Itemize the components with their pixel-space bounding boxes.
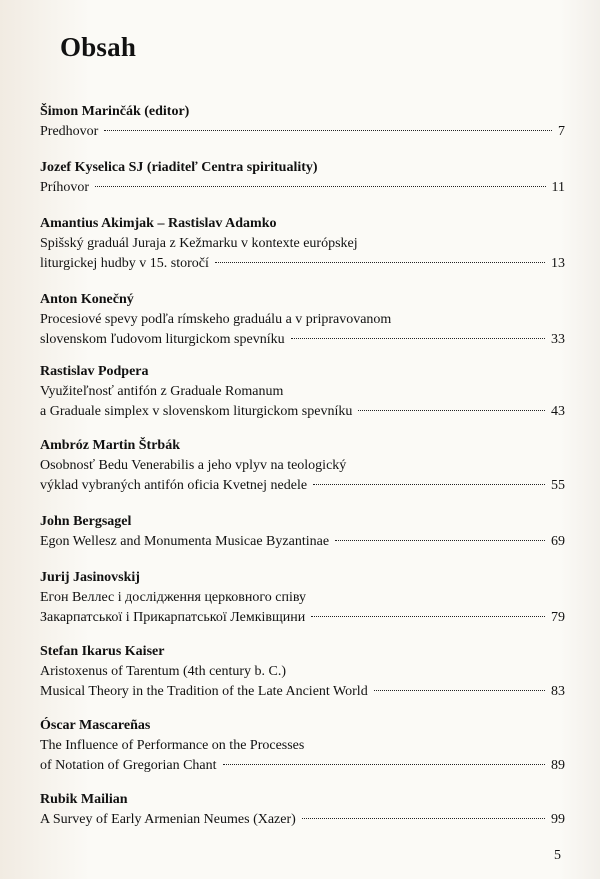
toc-author: John Bergsagel (40, 514, 132, 529)
toc-title: liturgickej hudby v 15. storočí (40, 256, 209, 271)
toc-title-line (40, 810, 565, 830)
toc-page-number: 7 (558, 124, 565, 139)
toc-title: slovenskom ľudovom liturgickom spevníku (40, 332, 285, 347)
toc-title: Predhovor (40, 124, 99, 139)
toc-author: Rastislav Podpera (40, 364, 149, 379)
dot-leader (313, 483, 545, 485)
toc-title: Spišský graduál Juraja z Kežmarku v kontexte európskej (40, 236, 358, 251)
page-number: 5 (554, 848, 561, 863)
toc-entry[interactable] (40, 436, 565, 496)
dot-leader (358, 409, 545, 411)
toc-title: Musical Theory in the Tradition of the Late Ancient World (40, 684, 368, 699)
toc-author: Anton Konečný (40, 292, 134, 307)
toc-page-number: 43 (551, 404, 565, 419)
toc-page-number: 13 (551, 256, 565, 271)
page-title: Obsah (60, 32, 137, 62)
toc-author: Rubik Mailian (40, 792, 128, 807)
toc-title: Егон Веллес і дослідження церковного співу (40, 590, 306, 605)
toc-title: Osobnosť Bedu Venerabilis a jeho vplyv na teologický (40, 458, 347, 473)
dot-leader (374, 689, 545, 691)
toc-entry[interactable] (40, 716, 565, 776)
toc-entry[interactable] (40, 512, 565, 552)
toc-title-line (40, 122, 565, 142)
toc-author: Ambróz Martin Štrbák (40, 438, 180, 453)
toc-page-number: 89 (551, 758, 565, 773)
dot-leader (223, 763, 545, 765)
toc-page-number: 69 (551, 534, 565, 549)
toc-title-line (40, 532, 565, 552)
toc-entry[interactable] (40, 568, 565, 628)
toc-title-line (40, 330, 565, 350)
toc-title-line (40, 178, 565, 198)
dot-leader (104, 129, 552, 131)
toc-title: Procesiové spevy podľa rímskeho graduálu a v pripravovanom (40, 312, 392, 327)
toc-entry[interactable] (40, 102, 565, 142)
toc-page-number: 99 (551, 812, 565, 827)
toc-author: Stefan Ikarus Kaiser (40, 644, 165, 659)
toc-title: The Influence of Performance on the Processes (40, 738, 305, 753)
toc-title-line (40, 402, 565, 422)
toc-entry[interactable] (40, 642, 565, 702)
toc-title: Aristoxenus of Tarentum (4th century b. C.) (40, 664, 287, 679)
toc-entry[interactable] (40, 790, 565, 830)
toc-author: Šimon Marinčák (editor) (40, 104, 190, 119)
dot-leader (215, 261, 545, 263)
toc-title: A Survey of Early Armenian Neumes (Xazer) (40, 812, 296, 827)
dot-leader (95, 185, 546, 187)
toc-page-number: 79 (551, 610, 565, 625)
toc-author: Jurij Jasinovskij (40, 570, 140, 585)
toc-title-line (40, 682, 565, 702)
toc-author: Amantius Akimjak – Rastislav Adamko (40, 216, 277, 231)
toc-title-line (40, 254, 565, 274)
toc-page-number: 55 (551, 478, 565, 493)
toc-entry[interactable] (40, 158, 565, 198)
toc-title-line (40, 756, 565, 776)
toc-entry[interactable] (40, 362, 565, 422)
toc-page-number: 33 (551, 332, 565, 347)
toc-title: Закарпатської і Прикарпатської Лемківщини (40, 610, 306, 625)
toc-title: výklad vybraných antifón oficia Kvetnej nedele (40, 478, 308, 493)
dot-leader (335, 539, 545, 541)
toc-page-number: 83 (551, 684, 565, 699)
toc-title: Príhovor (40, 180, 89, 195)
toc-entry[interactable] (40, 214, 565, 274)
toc-title-line (40, 608, 565, 628)
dot-leader (311, 615, 545, 617)
toc-title: of Notation of Gregorian Chant (40, 758, 217, 773)
toc-author: Jozef Kyselica SJ (riaditeľ Centra spirituality) (40, 160, 318, 175)
toc-title: Využiteľnosť antifón z Graduale Romanum (40, 384, 284, 399)
dot-leader (302, 817, 545, 819)
toc-title: a Graduale simplex v slovenskom liturgickom spevníku (40, 404, 353, 419)
toc-author: Óscar Mascareñas (40, 718, 151, 733)
toc-entry[interactable] (40, 290, 565, 350)
toc-title-line (40, 476, 565, 496)
toc-title: Egon Wellesz and Monumenta Musicae Byzantinae (40, 534, 330, 549)
dot-leader (291, 337, 545, 339)
toc-page-number: 11 (551, 180, 565, 195)
